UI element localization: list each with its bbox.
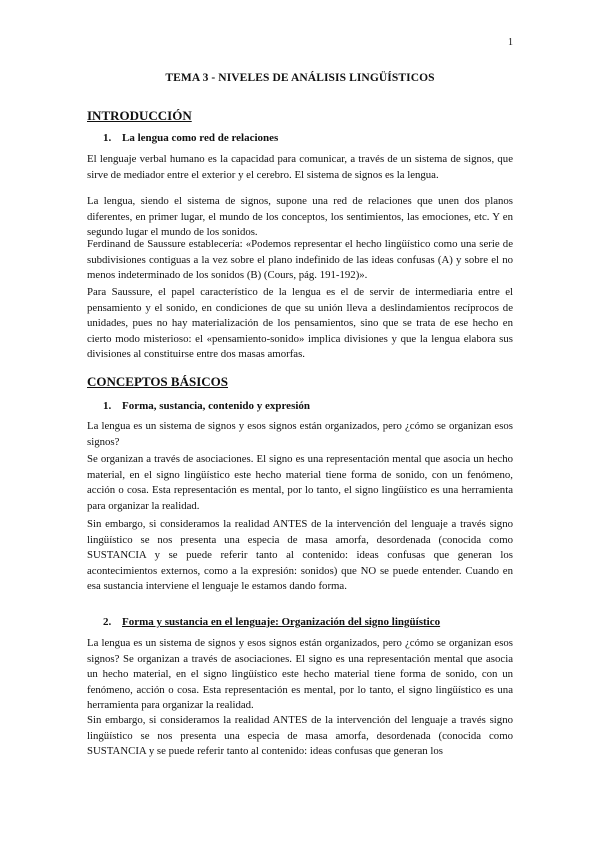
paragraph: Sin embargo, si consideramos la realidad ANTES de la intervención del lenguaje a través signo lingüístico se nos presenta una especia de masa amorfa, desordenada (conocida como SUSTANCIA y se puede referir tanto al contenido: ideas confusas que generan los <box>87 714 513 757</box>
subheading-text: Forma, sustancia, contenido y expresión <box>122 400 311 412</box>
paragraph: Sin embargo, si consideramos la realidad ANTES de la intervención del lenguaje a través signo lingüístico se nos presenta una especia de masa amorfa, desordenada (conocida como SUSTANCIA y se puede referir tanto al contenido: ideas confusas que generan los acontecimientos externos, como a la expresión: sonidos) que NO se puede entender. Cuando en esa sustancia interviene el lenguaje le estamos dando forma. <box>87 518 513 592</box>
subheading-lengua-red <box>103 132 278 144</box>
subheading-text: Forma y sustancia en el lenguaje: Organización del signo lingüístico <box>122 616 441 628</box>
subheading-text: La lengua como red de relaciones <box>122 132 279 144</box>
paragraph: Para Saussure, el papel característico de la lengua es el de servir de intermediaria entre el pensamiento y el sonido, en condiciones de que su unión lleva a deslindamientos recíprocos de unidades, pues no hay materialización de los pensamientos, sino que se trata de ese hecho en cierto modo misterioso: el «pensamiento-sonido» implica divisiones y que la lengua elabora sus divisiones al constituirse entre dos masas amorfas. <box>87 286 513 360</box>
subheading-forma-sustancia <box>103 400 310 412</box>
paragraph: La lengua es un sistema de signos y esos signos están organizados, pero ¿cómo se organizan esos signos? Se organizan a través de asociaciones. El signo es una representación mental que asocia un hecho material, en el signo lingüístico este hecho material tiene forma de sonido, con un fenómeno, acción o cosa. Esta representación es mental, por lo tanto, el signo lingüístico es una herramienta para organizar la realidad. <box>87 637 513 711</box>
page-number: 1 <box>508 37 513 48</box>
document-title: TEMA 3 - NIVELES DE ANÁLISIS LINGÜÍSTICOS <box>165 72 435 84</box>
paragraph: La lengua es un sistema de signos y esos signos están organizados, pero ¿cómo se organizan esos signos? <box>87 420 513 448</box>
subheading-number: 1. <box>103 400 112 412</box>
subheading-number: 1. <box>103 132 112 144</box>
section-heading-conceptos: CONCEPTOS BÁSICOS <box>87 374 228 389</box>
section-heading-introduccion: INTRODUCCIÓN <box>87 108 192 123</box>
paragraph: Se organizan a través de asociaciones. El signo es una representación mental que asocia un hecho material, en el signo lingüístico este hecho material tiene forma de sonido, con un fenómeno, acción o cosa. Esta representación es mental, por lo tanto, el signo lingüístico es una herramienta para organizar la realidad. <box>87 453 513 512</box>
paragraph: La lengua, siendo el sistema de signos, supone una red de relaciones que unen dos planos diferentes, en primer lugar, el mundo de los conceptos, los sentimientos, las emociones, etc. Y en segundo lugar el mundo de los sonidos. <box>87 195 513 238</box>
paragraph: Ferdinand de Saussure establecería: «Podemos representar el hecho lingüístico como una serie de subdivisiones contiguas a la vez sobre el plano indefinido de las ideas confusas (A) y sobre el no menos indeterminado de los sonidos (B) (Cours, pág. 191-192)». <box>87 238 513 281</box>
subheading-number: 2. <box>103 616 112 628</box>
subheading-organizacion-signo <box>103 616 440 628</box>
paragraph: El lenguaje verbal humano es la capacidad para comunicar, a través de un sistema de signos, que sirve de mediador entre el exterior y el cerebro. El sistema de signos es la lengua. <box>87 153 513 181</box>
